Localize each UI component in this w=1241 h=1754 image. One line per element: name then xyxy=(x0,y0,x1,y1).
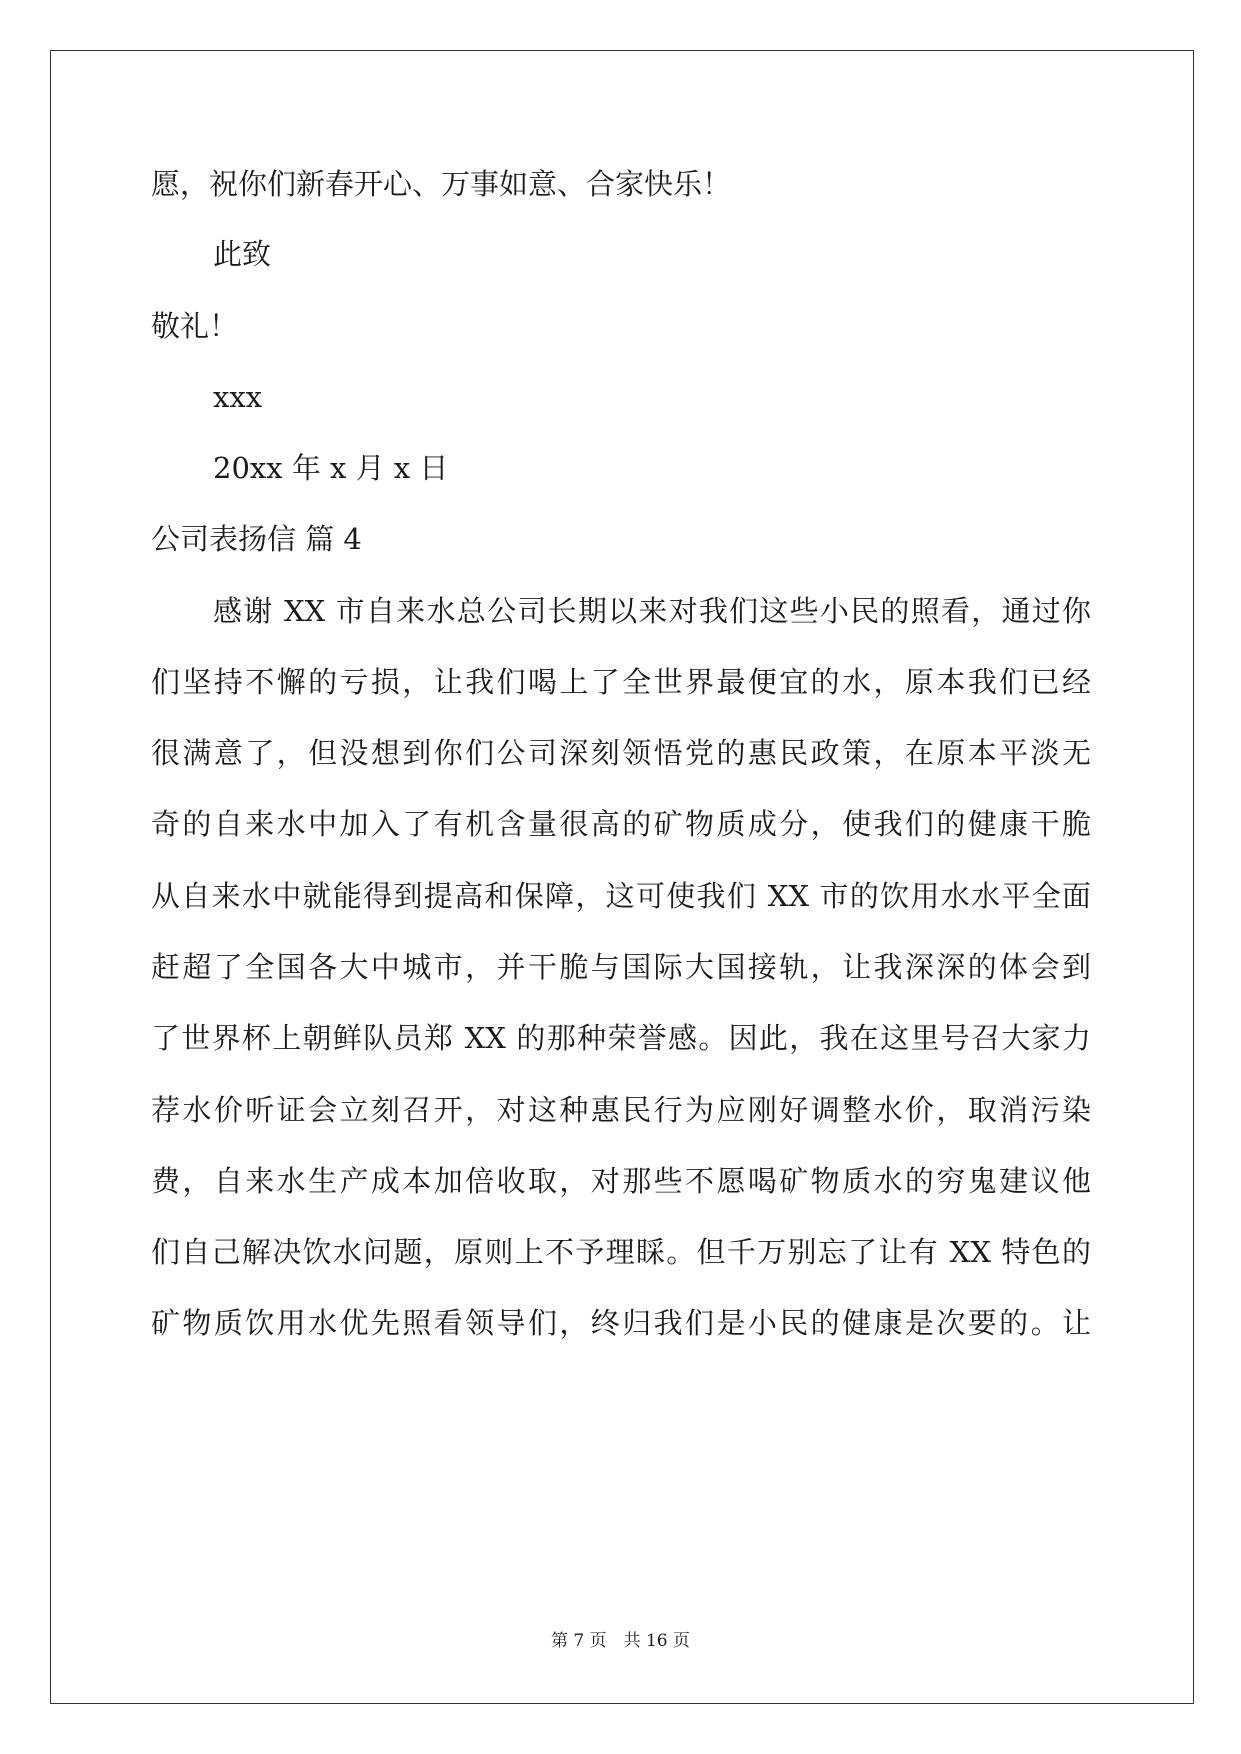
paragraph-line: 矿物质饮用水优先照看领导们，终归我们是小民的健康是次要的。让 xyxy=(151,1306,1091,1340)
paragraph-line: 们坚持不懈的亏损，让我们喝上了全世界最便宜的水，原本我们已经 xyxy=(151,665,1091,699)
salutation-jingli: 敬礼！ xyxy=(151,309,239,343)
paragraph-line: 很满意了，但没想到你们公司深刻领悟党的惠民政策，在原本平淡无 xyxy=(151,736,1091,770)
salutation-cizhi: 此致 xyxy=(213,237,272,271)
paragraph-line: 奇的自来水中加入了有机含量很高的矿物质成分，使我们的健康干脆 xyxy=(151,807,1091,841)
section-heading: 公司表扬信 篇 4 xyxy=(151,522,362,556)
signature-name: xxx xyxy=(213,380,263,414)
paragraph-line: 费，自来水生产成本加倍收取，对那些不愿喝矿物质水的穷鬼建议他 xyxy=(151,1164,1091,1198)
closing-wish-line: 愿，祝你们新春开心、万事如意、合家快乐！ xyxy=(151,167,732,201)
paragraph-line: 从自来水中就能得到提高和保障，这可使我们 XX 市的饮用水水平全面 xyxy=(151,879,1091,913)
paragraph-line: 赶超了全国各大中城市，并干脆与国际大国接轨，让我深深的体会到 xyxy=(151,950,1091,984)
page-footer xyxy=(0,1630,1241,1652)
paragraph-line: 们自己解决饮水问题，原则上不予理睬。但千万别忘了让有 XX 特色的 xyxy=(151,1235,1091,1269)
signature-date: 20xx 年 x 月 x 日 xyxy=(213,451,449,485)
paragraph-line: 了世界杯上朝鲜队员郑 XX 的那种荣誉感。因此，我在这里号召大家力 xyxy=(151,1021,1091,1055)
paragraph-line: 感谢 XX 市自来水总公司长期以来对我们这些小民的照看，通过你 xyxy=(213,594,1091,628)
page-number: 第 7 页 共 16 页 xyxy=(550,1631,691,1651)
paragraph-line: 荐水价听证会立刻召开，对这种惠民行为应刚好调整水价，取消污染 xyxy=(151,1093,1091,1127)
